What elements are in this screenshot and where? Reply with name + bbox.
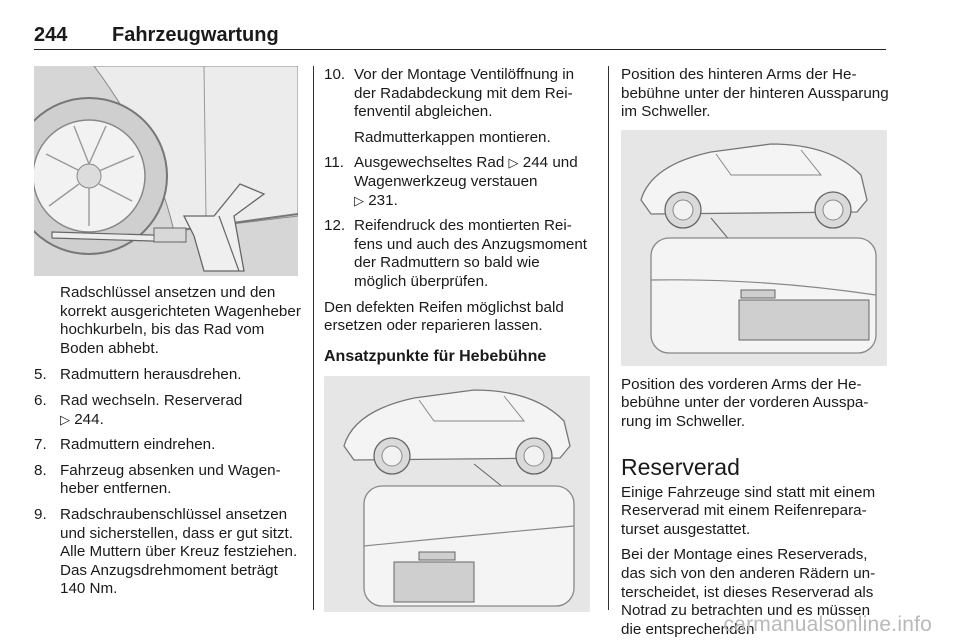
list-item: 10. Vor der Montage Ventilöffnung in der Radabdeckung mit dem Reifenventil abgleichen. Radmutterkappen montieren. bbox=[324, 66, 594, 147]
page-number: 244 bbox=[34, 24, 68, 46]
section-title: Reserverad bbox=[621, 453, 740, 480]
jack-caption: Radschlüssel ansetzen und den korrekt ausgerichteten Wagenheber hochkurbeln, bis das Rad vom Boden abhebt. bbox=[60, 284, 301, 357]
defect-tire-paragraph: Den defekten Reifen möglichst bald ersetzen oder reparieren lassen. bbox=[324, 298, 564, 335]
steps-list-1 bbox=[34, 366, 302, 599]
column-1 bbox=[34, 66, 302, 606]
spare-wheel-para-1: Einige Fahrzeuge sind statt mit einem Reserverad mit einem Reifenreparaturset ausgestattet. bbox=[621, 483, 876, 538]
list-item: 6. Rad wechseln. Reserverad ▷ 244. bbox=[34, 391, 243, 428]
lift-points-heading: Ansatzpunkte für Hebebühne bbox=[324, 347, 547, 365]
jack-illustration bbox=[34, 66, 298, 276]
column-3 bbox=[621, 66, 891, 642]
steps-list-2 bbox=[324, 66, 594, 292]
triangle-ref-icon[interactable]: ▷ bbox=[354, 192, 364, 208]
list-item: 12. Reifendruck des montierten Reifens und auch des Anzugsmoment der Radmuttern so bald wie möglich überprüfen. bbox=[324, 217, 588, 290]
step-sub-text: Radmutterkappen montieren. bbox=[354, 128, 551, 146]
list-item: 11. Ausgewechseltes Rad ▷ 244 und Wagenwerkzeug verstauen ▷ 231. bbox=[324, 154, 578, 209]
lift-point-front-illustration bbox=[324, 376, 590, 612]
page-ref-link[interactable]: 244 bbox=[522, 154, 549, 172]
list-item: 5. Radmuttern herausdrehen. bbox=[34, 366, 242, 384]
triangle-ref-icon[interactable]: ▷ bbox=[508, 155, 519, 171]
watermark: carmanualsonline.info bbox=[723, 613, 932, 636]
spare-wheel-para-2: Bei der Montage eines Reserverads, das sich von den anderen Rädern unterscheidet, ist dieses Reserverad als Notrad zu betrachten und es müssen die entsprechenden bbox=[621, 546, 876, 638]
list-item: 8. Fahrzeug absenken und Wagenheber entfernen. bbox=[34, 461, 281, 498]
triangle-ref-icon[interactable]: ▷ bbox=[60, 411, 70, 427]
lift-point-rear-illustration bbox=[621, 130, 887, 366]
list-item: 7. Radmuttern eindrehen. bbox=[34, 436, 216, 454]
chapter-title: Fahrzeugwartung bbox=[112, 24, 279, 46]
column-2 bbox=[324, 66, 594, 612]
column-divider bbox=[608, 66, 609, 610]
page-ref-link[interactable]: 231. bbox=[368, 191, 398, 209]
page-header bbox=[34, 24, 886, 50]
column-divider bbox=[313, 66, 314, 610]
list-item: 9. Radschraubenschlüssel ansetzen und sicherstellen, dass er gut sitzt. Alle Muttern über Kreuz festziehen. Das Anzugsdrehmoment beträgt 140 Nm. bbox=[34, 505, 298, 598]
rear-lift-caption: Position des hinteren Arms der Hebebühne unter der hinteren Aussparung im Schweller. bbox=[621, 66, 889, 121]
front-lift-caption: Position des vorderen Arms der Hebebühne unter der vorderen Aussparung im Schweller. bbox=[621, 375, 869, 430]
page-ref-link[interactable]: 244. bbox=[74, 410, 104, 428]
